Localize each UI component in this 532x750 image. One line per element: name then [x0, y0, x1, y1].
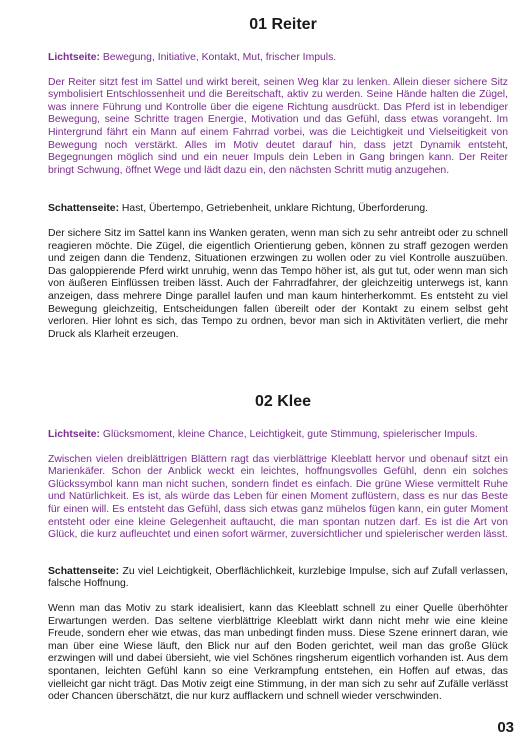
shadow-side-keywords: Hast, Übertempo, Getriebenheit, unklare Richtung, Überforderung.: [119, 203, 429, 215]
section-reiter: [48, 16, 508, 341]
shadow-side-label: Schattenseite:: [48, 565, 120, 577]
light-side-summary: [48, 52, 508, 65]
light-side-label: Lichtseite:: [48, 429, 100, 440]
light-side-summary: [48, 429, 508, 442]
section-title: 02 Klee: [254, 393, 312, 410]
light-side-text: Zwischen vielen dreiblättrigen Blättern ragt das vierblättrige Kleeblatt hervor und obenauf sitzt ein Marienkäfer. Schon der Anblick weckt ein leichtes, hoffnungsvolles Gefühl, denn ein solches Glückssymbol kann man nicht suchen, sondern findet es einfach. Die grüne Wiese vermittelt Ruhe und Natürlichkeit. Es ist, als würde das Leben für einen Moment zuflüstern, dass es nur das Beste für einen will. Es entsteht das Gefühl, dass sich etwas ganz mühelos fügen kann, ein guter Moment entsteht oder eine kleine Gelegenheit auftaucht, die man spontan nutzen darf. Es ist die Art von Glück, die kurz aufleuchtet und einen sofort wärmer, zuversichtlicher und spielerischer werden lässt.: [48, 453, 508, 541]
shadow-side-text: Der sichere Sitz im Sattel kann ins Wanken geraten, wenn man sich zu sehr antreibt oder zu schnell reagieren möchte. Die Zügel, die eigentlich Orientierung geben, können zu straff gezogen werden und zeigen dann die Tendenz, Situationen erzwingen zu wollen oder zu viel Kontrolle auszuüben. Das galoppierende Pferd wirkt unruhig, wenn das Tempo höher ist, als gut tut, oder wenn man sich von äußeren Einflüssen treiben lässt. Auch der Fahrradfahrer, der gleichzeitig unterwegs ist, kann anzeigen, dass mehrere Dinge parallel laufen und man kaum hinterherkommt. Es entsteht zu viel Bewegung gleichzeitig, Entscheidungen fallen übereilt oder der Kontakt zu einem selbst geht verloren. Hier lohnt es sich, das Tempo zu ordnen, bevor man sich in Aktivitäten verliert, die mehr Druck als Klarheit erzeugen.: [48, 227, 508, 340]
shadow-side-text: Wenn man das Motiv zu stark idealisiert, kann das Kleeblatt schnell zu einer Quelle überhöhter Erwartungen werden. Das seltene vierblättrige Kleeblatt wirkt dann nicht mehr wie eine kleine Freude, sondern eher wie etwas, das man unbedingt finden muss. Diese Szene erinnert daran, wie man über eine Wiese läuft, den Blick nur auf den Boden gerichtet, weil man das große Glück erzwingen will und dabei übersieht, wie viel Schönes ringsherum eigentlich vorhanden ist. Aus dem spontanen, leichten Gefühl kann so eine Verkrampfung entstehen, ein Hoffen auf etwas, das vielleicht gar nicht trägt. Das Motiv zeigt eine Stimmung, in der man sich zu sehr auf Zufälle verlässt oder Chancen überschätzt, die nur kurz aufflackern und schnell wieder verschwinden.: [48, 602, 508, 703]
shadow-side-keywords: Zu viel Leichtigkeit, Oberflächlichkeit, kurzlebige Impulse, sich auf Zufall verlassen, falsche Hoffnung.: [48, 565, 508, 590]
shadow-side-summary: [48, 203, 508, 216]
shadow-side-label: Schattenseite:: [48, 203, 120, 215]
section-title: 01 Reiter: [249, 16, 317, 33]
page-number: 03: [497, 719, 514, 736]
light-side-keywords: Glücksmoment, kleine Chance, Leichtigkeit, gute Stimmung, spielerischer Impuls.: [99, 429, 478, 440]
shadow-side-summary: [48, 566, 508, 591]
light-side-label: Lichtseite:: [48, 52, 100, 63]
light-side-keywords: Bewegung, Initiative, Kontakt, Mut, frischer Impuls.: [99, 52, 337, 63]
section-klee: [48, 393, 508, 704]
light-side-text: Der Reiter sitzt fest im Sattel und wirkt bereit, seinen Weg klar zu lenken. Allein dieser sichere Sitz symbolisiert Entschlossenheit und die Bereitschaft, aktiv zu werden. Seine Hände halten die Zügel, was innere Führung und Kontrolle über die eigene Richtung ausdrückt. Das Pferd ist in lebendiger Bewegung, seine Schritte tragen Energie, Motivation und das Gefühl, dass etwas vorangeht. Im Hintergrund fährt ein Mann auf einem Fahrrad vorbei, was die Leichtigkeit und Vielseitigkeit von Bewegung noch verstärkt. Alles im Motiv deutet darauf hin, dass jetzt Dynamik entsteht, Begegnungen möglich sind und ein neuer Impuls dein Leben in Gang bringen kann. Der Reiter bringt Schwung, öffnet Wege und lädt dazu ein, den nächsten Schritt mutig anzugehen.: [48, 76, 508, 176]
